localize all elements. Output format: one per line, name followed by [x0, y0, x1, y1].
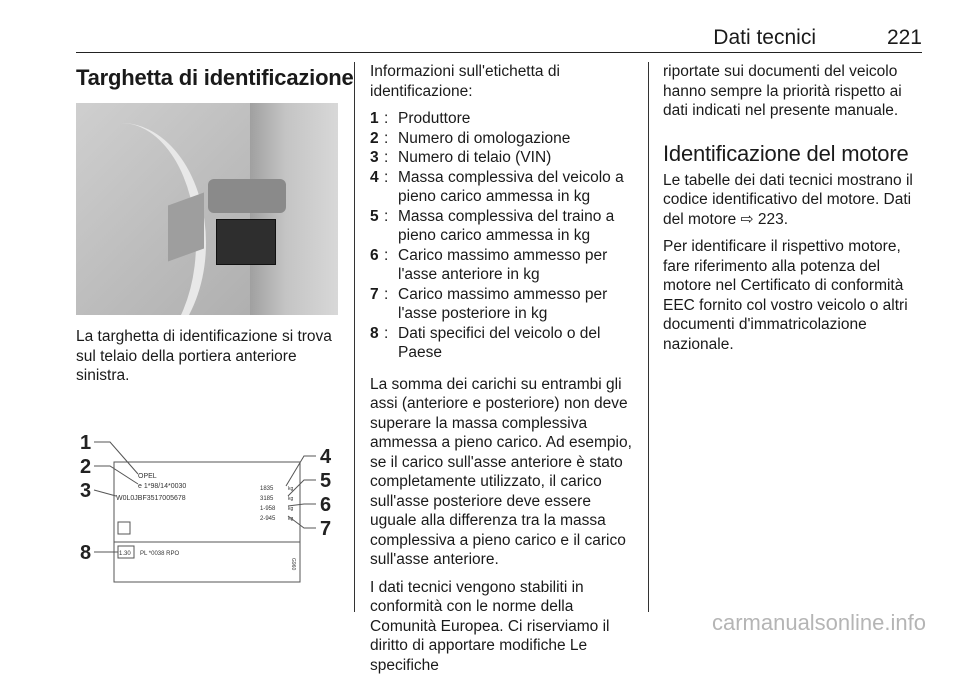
section-title: Dati tecnici: [713, 26, 816, 49]
column-divider: [648, 62, 649, 612]
list-item: 7 : Carico massimo ammesso per l'asse posteriore in kg: [370, 285, 608, 322]
engine-identify-text: Per identificare il rispettivo motore, fare riferimento alla potenza del motore nel Certificato di conformità EEC fornito col vostro veicolo o altri documenti d'immatricolazione nazionale.: [663, 238, 908, 353]
heading-engine-id: Identificazione del motore: [663, 140, 909, 166]
label-intro: Informazioni sull'etichetta di identificazione:: [370, 63, 560, 100]
callout-3: 3: [80, 479, 92, 502]
heading-id-plate: Targhetta di identificazione: [76, 65, 354, 90]
list-item: 2 : Numero di omologazione: [370, 129, 571, 147]
plate-country-data: PL *0038 RPO: [140, 550, 180, 557]
plate-weight-1: 1835: [260, 485, 274, 492]
plate-side-code: G960: [290, 557, 296, 570]
list-item: 6 : Carico massimo ammesso per l'asse anteriore in kg: [370, 246, 608, 283]
engine-table-text: Le tabelle dei dati tecnici mostrano il codice identificativo del motore. Dati del motore ⇨ 223.: [663, 171, 913, 228]
callout-7: 7: [320, 517, 332, 540]
plate-code: 1.30: [119, 550, 131, 557]
page-number: 221: [886, 26, 922, 49]
id-plate-diagram: [76, 404, 338, 612]
plate-unit-2: kg: [288, 495, 294, 502]
plate-location-text: La targhetta di identificazione si trova sul telaio della portiera anteriore sinistra.: [76, 328, 332, 384]
column-1: [76, 62, 354, 617]
column-3: [663, 62, 925, 362]
list-item: 5 : Massa complessiva del traino a pieno carico ammessa in kg: [370, 207, 615, 244]
eu-standards-text: I dati tecnici vengono stabiliti in conformità con le norme della Comunità Europea. Ci riserviamo il diritto di apportare modifiche Le specifiche: [370, 578, 610, 674]
list-item: 4 : Massa complessiva del veicolo a pieno carico ammessa in kg: [370, 168, 624, 205]
plate-unit-3: kg: [288, 505, 294, 512]
list-item: 8 : Dati specifici del veicolo o del Paese: [370, 324, 601, 361]
page-header: [76, 24, 922, 53]
plate-vin: W0L0JBF3517005678: [116, 494, 186, 502]
plate-weight-3: 1-958: [260, 505, 276, 512]
column-2: [370, 62, 632, 683]
door-frame-photo: [76, 103, 338, 315]
continued-text: riportate sui documenti del veicolo hanno sempre la priorità rispetto ai dati indicati nel presente manuale.: [663, 63, 902, 119]
callout-4: 4: [320, 445, 332, 468]
callout-1: 1: [80, 431, 92, 454]
callout-6: 6: [320, 493, 332, 516]
callout-8: 8: [80, 541, 92, 564]
plate-brand: OPEL: [138, 472, 157, 480]
plate-approval: e 1*98/14*0030: [138, 482, 187, 490]
plate-unit-4: kg: [288, 515, 294, 522]
list-item: 1 : Produttore: [370, 110, 471, 127]
axle-load-text: La somma dei carichi su entrambi gli assi (anteriore e posteriore) non deve superare la massa complessiva ammessa a pieno carico. Ad esempio, se il carico sull'asse anteriore è stato completamente utilizzato, il carico sull'asse posteriore deve essere uguale alla differenza tra la massa complessiva a pieno carico e il carico sull'asse anteriore.: [370, 375, 632, 568]
column-divider: [354, 62, 355, 612]
callout-5: 5: [320, 469, 332, 492]
plate-weight-2: 3185: [260, 495, 274, 502]
list-item: 3 : Numero di telaio (VIN): [370, 149, 552, 166]
plate-unit-1: kg: [288, 485, 294, 492]
plate-weight-4: 2-945: [260, 515, 276, 522]
watermark: carmanualsonline.info: [711, 610, 926, 635]
callout-2: 2: [80, 455, 92, 478]
label-legend-list: [370, 109, 632, 363]
